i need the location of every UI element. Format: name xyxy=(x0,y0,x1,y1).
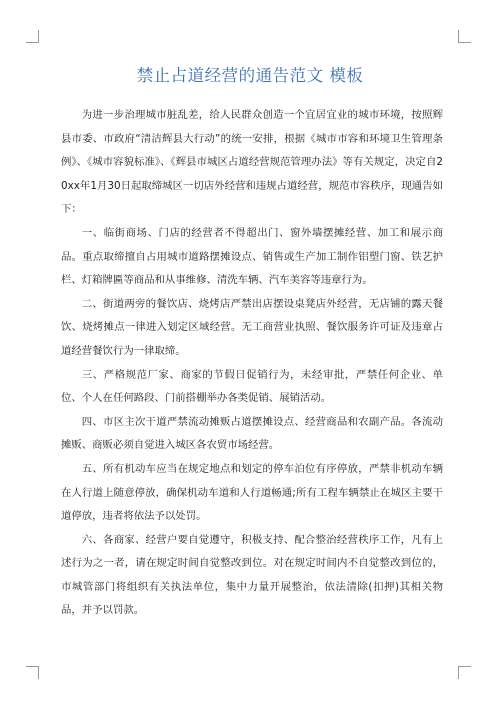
paragraph-item-2: 二、街道两旁的餐饮店、烧烤店严禁出店摆设桌凳店外经营，无店铺的露天餐饮、烧烤摊点一律进入划定区域经营。无工商营业执照、餐饮服务许可证及违章占道经营餐饮行为一律取缔。 xyxy=(61,297,443,357)
paragraph-item-4: 四、市区主次干道严禁流动摊贩占道摆摊设点、经营商品和农副产品。各流动摊贩、商贩必须自觉进入城区各农贸市场经营。 xyxy=(61,415,443,452)
paragraph-item-3: 三、严格规范厂家、商家的节假日促销行为，未经审批，严禁任何企业、单位、个人在任何路段、门前搭棚举办各类促销、展销活动。 xyxy=(61,368,443,405)
crop-mark-top-right xyxy=(458,30,471,43)
paragraph-item-5: 五、所有机动车应当在规定地点和划定的停车泊位有序停放，严禁非机动车辆在人行道上随意停放，确保机动车道和人行道畅通;所有工程车辆禁止在城区主要干道停放，违者将依法予以处罚。 xyxy=(61,462,443,523)
paragraph-item-1: 一、临街商场、门店的经营者不得超出门、窗外墙摆摊经营、加工和展示商品。重点取缔擅自占用城市道路摆摊设点、销售或生产加工制作铝塑门窗、铁艺护栏、灯箱牌匾等商品和从事维修、清洗车辆、汽车美容等违章行为。 xyxy=(61,226,443,287)
crop-mark-bottom-right xyxy=(458,666,471,679)
crop-mark-top-left xyxy=(26,30,39,43)
document-title: 禁止占道经营的通告范文 模板 xyxy=(136,66,364,85)
crop-mark-bottom-left xyxy=(26,666,39,679)
paragraph-intro: 为进一步治理城市脏乱差，给人民群众创造一个宜居宜业的城市环境，按照辉县市委、市政府“清洁辉县大行动”的统一安排，根据《城市市容和环境卫生管理条例》、《城市容貌标准》、《辉县市城区占道经营规范管理办法》等有关规定，决定自20xx年1月30日起取缔城区一切店外经营和违规占道经营，规范市容秩序，现通告如下： xyxy=(61,109,443,216)
document-body xyxy=(61,104,443,623)
paragraph-item-6: 六、各商家、经营户要自觉遵守，积极支持、配合整治经营秩序工作，凡有上述行为之一者，请在规定时间自觉整改到位。对在规定时间内不自觉整改到位的，市城管部门将组织有关执法单位，集中力量开展整治，依法清除(扣押)其相关物品，并予以罚款。 xyxy=(61,533,443,617)
